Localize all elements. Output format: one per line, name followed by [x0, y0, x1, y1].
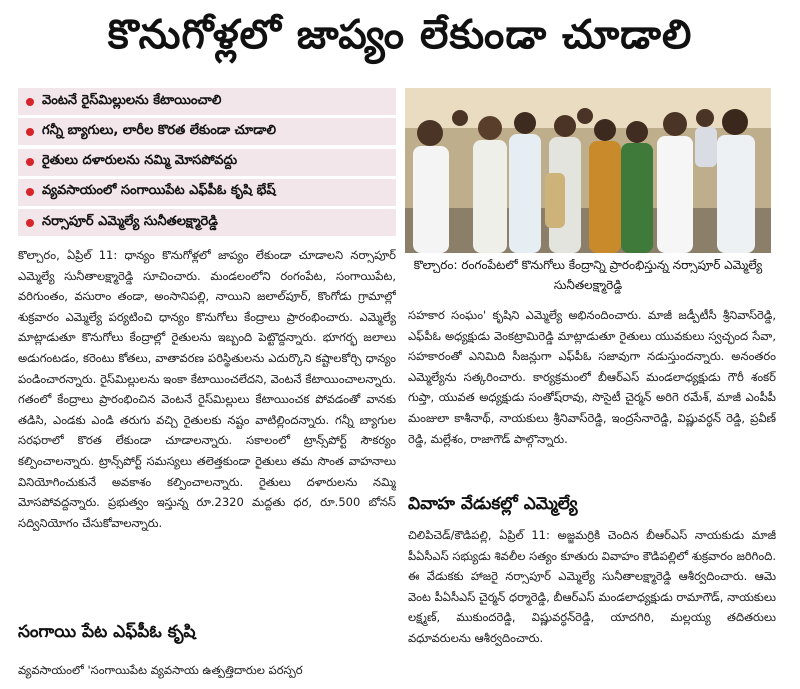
subheading-wedding: వివాహ వేడుకల్లో ఎమ్మెల్యే: [408, 494, 578, 514]
headline: కొనుగోళ్లలో జాప్యం లేకుండా చూడాలి: [107, 12, 693, 58]
highlight-text: వెంటనే రైస్‌మిల్లులను కేటాయించాలి: [42, 92, 222, 108]
highlight-item: [18, 209, 396, 236]
highlight-text: రైతులు దళారులను నమ్మి మోసపోవద్దు: [42, 153, 238, 168]
subheading-fpo: సంగాయి పేట ఎఫ్‌పీఓ కృషి: [18, 622, 196, 642]
bullet-icon: [26, 219, 34, 227]
highlights-box: [18, 88, 396, 236]
highlight-item: [18, 149, 396, 176]
highlight-item: [18, 88, 396, 115]
highlight-text: గన్నీ బ్యాగులు, లారీల కొరత లేకుండా చూడాలి: [42, 122, 276, 138]
highlight-text: నర్సాపూర్ ఎమ్మెల్యే సునీతలక్ష్మారెడ్డి: [42, 213, 218, 229]
photo-illustration: [405, 88, 771, 253]
bullet-icon: [26, 158, 34, 166]
bullet-icon: [26, 188, 34, 196]
article-body-left: కొల్చారం, ఏప్రిల్ 11: ధాన్యం కొనుగోళ్లలో జాప్యం లేకుండా చూడాలని నర్సాపూర్ ఎమ్మెల్యే సునీతాలక్ష్మారెడ్డి సూచించారు. మండలంలోని రంగంపేట, సంగాయిపేట, వరిగుంతం, వసురాం తండా, అంసానిపల్లి, నాయిని జలాల్‌పూర్, కొంగోడు గ్రామాల్లో శుక్రవారం ఎమ్మెల్యే పర్యటించి ధాన్యం కొనుగోలు కేంద్రాలు ప్రారంభించారు. ఎమ్మెల్యే మాట్లాడుతూ కొనుగోలు కేంద్రాల్లో రైతులను ఇబ్బంది పెట్టొద్దన్నారు. భూగర్భ జలాలు అడుగంటడం, కరెంటు కోతలు, వాతావరణ పరిస్థితులను ఎదుర్కొని కష్టాలకోర్చి ధాన్యం పండించారన్నారు. రైస్‌మిల్లులను ఇంకా కేటాయించలేదని, వెంటనే కేటాయించాలన్నారు. గతంలో కేంద్రాలు ప్రారంభించిన వెంటనే రైస్‌మిల్లులు కేటాయించక పోవడంతో వానకు తడిసి, ఎండకు ఎండి తరుగు వచ్చి రైతులకు నష్టం వాటిల్లిందన్నారు. గన్నీ బ్యాగుల సరఫరాలో కొరత లేకుండా చూడాలన్నారు. సకాలంలో ట్రాన్స్‌పోర్ట్ సౌకర్యం కల్పించాలన్నారు. ట్రాన్స్‌పోర్ట్ సమస్యలు తలెత్తకుండా రైతులు తమ సొంత వాహనాలు వినియోగించుకునే అవకాశం కల్పించాలన్నారు. రైతులు దళారులను నమ్మి మోసపోవద్దన్నారు. ప్రభుత్వం ఇస్తున్న రూ.2320 మద్దతు ధర, రూ.500 బోనస్ సద్వినియోగం చేసుకోవాలన్నారు.: [18, 248, 396, 530]
bullet-icon: [26, 98, 34, 106]
photo-caption: కొల్చారం: రంగంపేటలో కొనుగోలు కేంద్రాన్ని ప్రారంభిస్తున్న నర్సాపూర్ ఎమ్మెల్యే సునీతలక్ష్మారెడ్డి: [413, 258, 763, 292]
news-photo: [405, 88, 771, 253]
article-body-wedding: చిలిపిచెడ్/కౌడిపల్లి, ఏప్రిల్ 11: అజ్జమర్రికి చెందిన బీఆర్‌ఎస్ నాయకుడు మాజీ పీఏసీఎస్ సభ్యుడు శివలీల సత్యం కూతురు వివాహం కౌడిపల్లిలో శుక్రవారం జరిగింది. ఈ వేడుకకు హాజరై నర్సాపూర్ ఎమ్మెల్యే సునీతాలక్ష్మారెడ్డి ఆశీర్వదించారు. ఆమె వెంట పీఏసీఎస్ చైర్మన్ ధర్మారెడ్డి, బీఆర్‌ఎస్ మండలాధ్యక్షుడు రామాగౌడ్, నాయకులు లక్ష్మణ్, ముకుందరెడ్డి, విష్ణువర్ధన్‌రెడ్డి, యాదగిరి, మల్లయ్య తదితరులు వధూవరులను ఆశీర్వదించారు.: [408, 528, 776, 645]
article-body-left-tail: వ్యవసాయంలో 'సంగాయిపేట వ్యవసాయ ఉత్పత్తిదారుల పరస్పర: [18, 663, 303, 677]
bullet-icon: [26, 128, 34, 136]
highlight-item: [18, 179, 396, 206]
highlight-text: వ్యవసాయంలో సంగాయిపేట ఎఫ్‌పీఓ కృషి భేష్: [42, 183, 276, 199]
highlight-item: [18, 118, 396, 145]
article-body-right: సహకార సంఘం' కృషిని ఎమ్మెల్యే అభినందించారు. మాజీ జడ్పీటీసీ శ్రీనివాస్‌రెడ్డి, ఎఫ్‌పీఓ అధ్యక్షుడు వెంకట్రామిరెడ్డి మాట్లాడుతూ రైతులు యువకులు స్వచ్ఛంద సేవా, సహకారంతో ఎనిమిది సీజన్లుగా ఎఫ్‌పీఓ సజావుగా నడుస్తుందన్నారు. అనంతరం ఎమ్మెల్యేను సత్కరించారు. కార్యక్రమంలో బీఆర్‌ఎస్ మండలాధ్యక్షుడు గౌరీ శంకర్ గుప్తా, యువత అధ్యక్షుడు సంతోష్‌రావు, సొసైటీ చైర్మన్ అరిగె రమేశ్, మాజీ ఎంపీపీ మంజులా కాశీనాథ్, నాయకులు శ్రీనివాస్‌రెడ్డి, ఇంద్రసేనారెడ్డి, విష్ణువర్ధన్ రెడ్డి, ప్రవీణ్ రెడ్డి, మల్లేశం, రాజాగౌడ్ పాల్గొన్నారు.: [408, 308, 776, 446]
